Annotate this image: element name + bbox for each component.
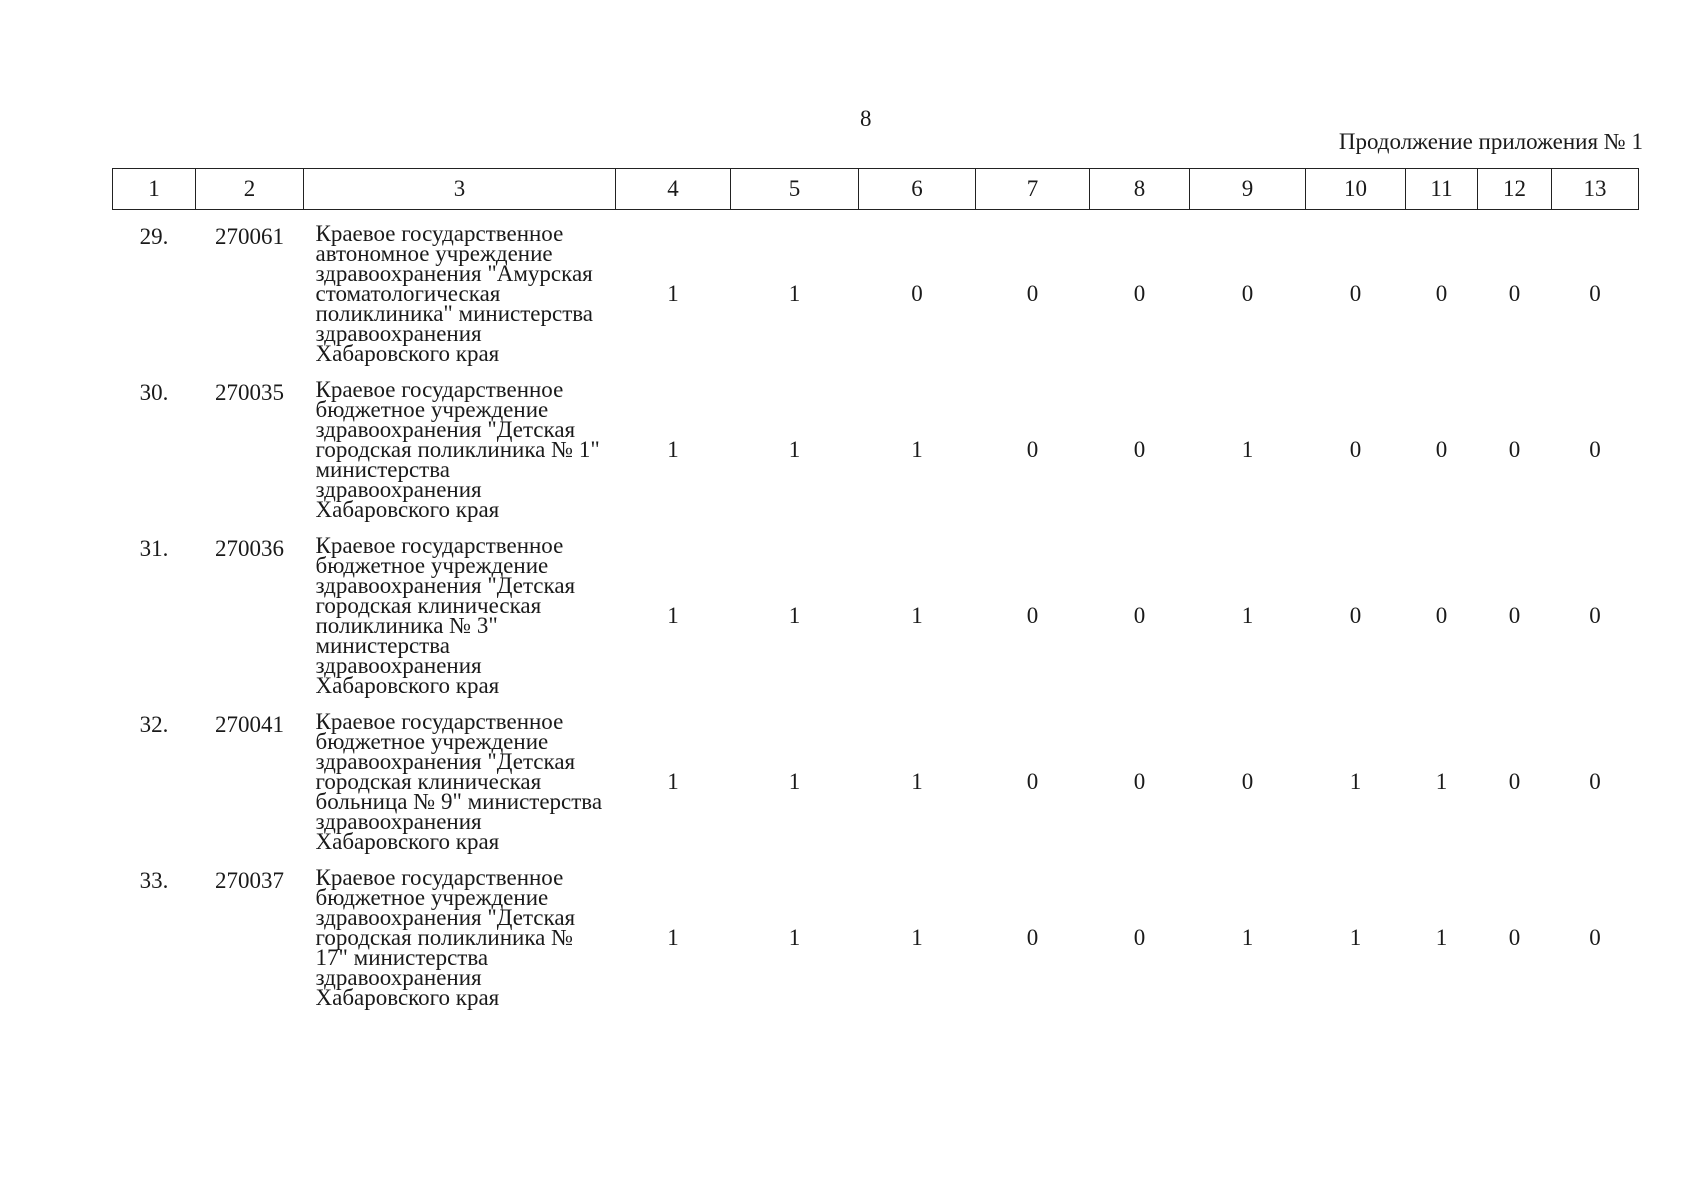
- row-number: 31.: [139, 536, 169, 561]
- value-cell: 1: [667, 603, 679, 628]
- column-header: 7: [976, 169, 1090, 210]
- value-cell: 0: [1026, 769, 1039, 794]
- value-cell: 1: [788, 281, 801, 306]
- value-cell: 0: [1133, 437, 1146, 462]
- value-cell: 0: [1241, 281, 1254, 306]
- data-table: [112, 168, 1639, 1016]
- row-code: 270061: [215, 224, 284, 249]
- value-cell: 1: [1435, 925, 1448, 950]
- continuation-caption: Продолжение приложения № 1: [1338, 129, 1643, 154]
- value-cell: 1: [911, 925, 923, 950]
- value-cell: 0: [1133, 769, 1146, 794]
- value-cell: 0: [1241, 769, 1254, 794]
- column-header: 6: [859, 169, 976, 210]
- value-cell: 0: [1589, 769, 1601, 794]
- value-cell: 0: [911, 281, 923, 306]
- value-cell: 0: [1508, 925, 1521, 950]
- value-cell: 0: [1508, 769, 1521, 794]
- value-cell: 0: [1349, 281, 1362, 306]
- value-cell: 0: [1589, 437, 1601, 462]
- row-code: 270041: [215, 712, 284, 737]
- column-header: 10: [1306, 169, 1406, 210]
- value-cell: 0: [1508, 603, 1521, 628]
- column-header: 13: [1552, 169, 1639, 210]
- value-cell: 0: [1133, 281, 1146, 306]
- value-cell: 0: [1026, 603, 1039, 628]
- value-cell: 1: [1241, 603, 1254, 628]
- value-cell: 1: [788, 925, 801, 950]
- value-cell: 0: [1435, 603, 1448, 628]
- value-cell: 1: [788, 769, 801, 794]
- page-number: 8: [860, 106, 872, 131]
- column-header: 11: [1406, 169, 1478, 210]
- value-cell: 0: [1589, 281, 1601, 306]
- value-cell: 1: [1349, 925, 1362, 950]
- value-cell: 1: [911, 769, 923, 794]
- value-cell: 1: [788, 603, 801, 628]
- table-row: [113, 704, 1639, 860]
- row-number: 30.: [139, 380, 169, 405]
- organization-name: Краевое государственное автономное учреждение здравоохранения "Амурская стоматологическая поликлиника" министерства здравоохранения Хабаровского края: [315, 221, 594, 366]
- organization-name: Краевое государственное бюджетное учреждение здравоохранения "Детская городская клиническая больница № 9" министерства здравоохранения Хабаровского края: [315, 709, 603, 854]
- organization-name: Краевое государственное бюджетное учреждение здравоохранения "Детская городская поликлиника № 1" министерства здравоохранения Хабаровского края: [315, 377, 600, 522]
- table-row: [113, 528, 1639, 704]
- row-code: 270035: [215, 380, 284, 405]
- value-cell: 1: [911, 603, 923, 628]
- value-cell: 1: [1349, 769, 1362, 794]
- value-cell: 1: [667, 925, 679, 950]
- organization-name: Краевое государственное бюджетное учреждение здравоохранения "Детская городская поликлиника № 17" министерства здравоохранения Хабаровского края: [315, 865, 576, 1010]
- row-number: 33.: [139, 868, 169, 893]
- organization-name: Краевое государственное бюджетное учреждение здравоохранения "Детская городская клиническая поликлиника № 3" министерства здравоохранения Хабаровского края: [315, 533, 576, 698]
- value-cell: 1: [911, 437, 923, 462]
- table-row: [113, 216, 1639, 372]
- value-cell: 0: [1133, 925, 1146, 950]
- value-cell: 1: [1241, 925, 1254, 950]
- column-header: 3: [304, 169, 616, 210]
- value-cell: 1: [788, 437, 801, 462]
- value-cell: 0: [1133, 603, 1146, 628]
- column-header: 1: [113, 169, 196, 210]
- value-cell: 0: [1349, 437, 1362, 462]
- column-header: 4: [616, 169, 731, 210]
- column-header: 2: [196, 169, 304, 210]
- row-code: 270036: [215, 536, 284, 561]
- column-header: 9: [1190, 169, 1306, 210]
- column-header: 8: [1090, 169, 1190, 210]
- row-number: 32.: [139, 712, 169, 737]
- value-cell: 0: [1349, 603, 1362, 628]
- value-cell: 1: [1241, 437, 1254, 462]
- header-row: [113, 169, 1639, 210]
- table-row: [113, 860, 1639, 1016]
- row-code: 270037: [215, 868, 284, 893]
- value-cell: 0: [1508, 281, 1521, 306]
- column-header: 5: [731, 169, 859, 210]
- value-cell: 1: [1435, 769, 1448, 794]
- value-cell: 0: [1026, 925, 1039, 950]
- value-cell: 1: [667, 437, 679, 462]
- table-row: [113, 372, 1639, 528]
- value-cell: 1: [667, 281, 679, 306]
- column-header: 12: [1478, 169, 1552, 210]
- value-cell: 0: [1435, 281, 1448, 306]
- value-cell: 0: [1026, 281, 1039, 306]
- value-cell: 0: [1435, 437, 1448, 462]
- value-cell: 0: [1589, 925, 1601, 950]
- row-number: 29.: [139, 224, 169, 249]
- value-cell: 0: [1508, 437, 1521, 462]
- value-cell: 0: [1589, 603, 1601, 628]
- value-cell: 0: [1026, 437, 1039, 462]
- value-cell: 1: [667, 769, 679, 794]
